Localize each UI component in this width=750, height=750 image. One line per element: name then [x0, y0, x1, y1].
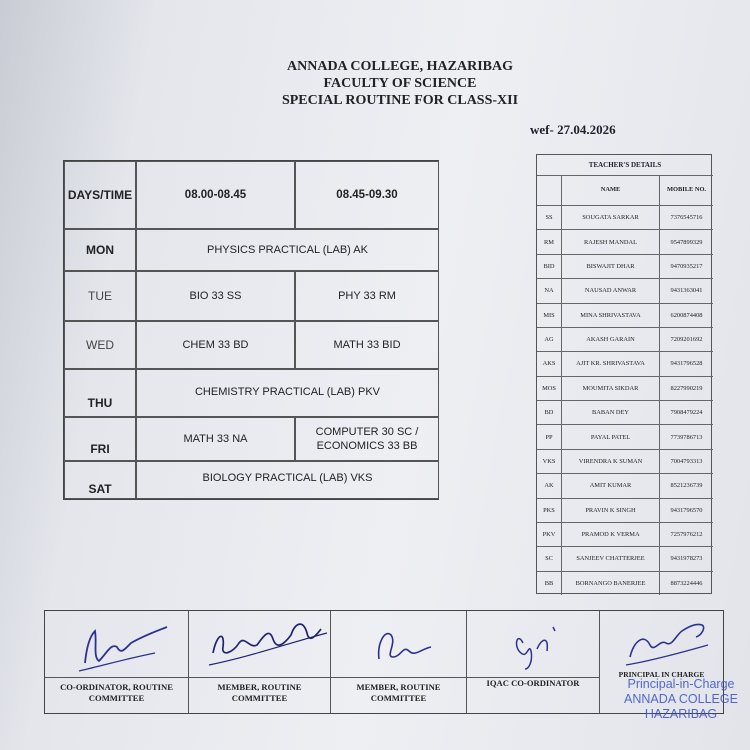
- teacher-code: VKS: [537, 450, 562, 473]
- name-header: NAME: [562, 176, 660, 205]
- signature-member-1: [189, 611, 331, 713]
- teacher-code: SC: [537, 547, 562, 570]
- teacher-name: PAYAL PATEL: [562, 425, 660, 448]
- handwritten-signature-2: [199, 613, 329, 675]
- teacher-mobile: 7004793313: [670, 457, 703, 465]
- signature-label-3: MEMBER, ROUTINE COMMITTEE: [331, 679, 466, 704]
- teacher-name: AKASH GARAIN: [562, 328, 660, 351]
- wed-period-1: CHEM 33 BD: [136, 321, 295, 369]
- teacher-row: [537, 498, 713, 522]
- day-sat: SAT: [64, 461, 136, 499]
- signature-label-1: CO-ORDINATOR, ROUTINE COMMITTEE: [45, 679, 188, 704]
- teacher-row: [537, 424, 713, 448]
- wef-label: wef-: [530, 122, 554, 137]
- teacher-code: BB: [537, 572, 562, 595]
- teacher-name: PRAVIN K SINGH: [562, 499, 660, 522]
- day-fri: FRI: [64, 417, 136, 461]
- teacher-name: RAJESH MANDAL: [562, 230, 660, 253]
- day-thu: THU: [64, 369, 136, 417]
- handwritten-signature-1: [55, 613, 175, 673]
- teacher-mobile: 7257976212: [670, 531, 703, 539]
- teacher-code: BID: [537, 255, 562, 278]
- handwritten-signature-5: [610, 613, 720, 675]
- wef-date: 27.04.2026: [557, 122, 616, 137]
- teacher-mobile: 9431796528: [670, 360, 703, 368]
- teacher-row: [537, 229, 713, 253]
- teacher-mobile: 9431363041: [670, 287, 703, 295]
- signature-label-5: PRINCIPAL IN CHARGE: [618, 670, 705, 679]
- teacher-name: NAUSAD ANWAR: [562, 279, 660, 302]
- teachers-header-row: [537, 175, 713, 205]
- thu-lab: CHEMISTRY PRACTICAL (LAB) PKV: [136, 369, 439, 417]
- teachers-table: [536, 154, 712, 594]
- teacher-code: PKS: [537, 499, 562, 522]
- teacher-name: AJIT KR. SHRIVASTAVA: [562, 352, 660, 375]
- teacher-row: [537, 278, 713, 302]
- teacher-name: MINA SHRIVASTAVA: [562, 304, 660, 327]
- teacher-row: [537, 205, 713, 229]
- sat-lab: BIOLOGY PRACTICAL (LAB) VKS: [136, 461, 439, 499]
- teacher-code: SS: [537, 206, 562, 229]
- time-slot-2: 08.45-09.30: [295, 161, 439, 229]
- teacher-code: RM: [537, 230, 562, 253]
- principal-stamp: Principal-in-Charge ANNADA COLLEGE HAZARIBAG: [624, 677, 738, 721]
- corner-header: DAYS/TIME: [64, 161, 136, 229]
- teacher-mobile: 7908479224: [670, 409, 703, 417]
- handwritten-signature-3: [341, 613, 451, 675]
- teacher-mobile: 8227990219: [670, 384, 703, 392]
- routine-table: [63, 160, 439, 500]
- signature-iqac: [467, 611, 600, 713]
- teacher-row: [537, 449, 713, 473]
- teacher-row: [537, 522, 713, 546]
- teacher-mobile: 9547899329: [670, 238, 703, 246]
- routine-title: SPECIAL ROUTINE FOR CLASS-XII: [281, 93, 519, 108]
- teacher-row: [537, 376, 713, 400]
- teacher-row: [537, 400, 713, 424]
- signature-label-2: MEMBER, ROUTINE COMMITTEE: [189, 679, 330, 704]
- teacher-name: BISWAJIT DHAR: [562, 255, 660, 278]
- teacher-name: VIRENDRA K SUMAN: [562, 450, 660, 473]
- teacher-row: [537, 254, 713, 278]
- wed-period-2: MATH 33 BID: [295, 321, 439, 369]
- day-tue: TUE: [64, 271, 136, 321]
- teacher-code: MIS: [537, 304, 562, 327]
- teacher-code: PP: [537, 425, 562, 448]
- handwritten-signature-4: [477, 613, 587, 675]
- teacher-name: MOUMITA SIKDAR: [562, 377, 660, 400]
- day-wed: WED: [64, 321, 136, 369]
- teacher-mobile: 9470935217: [670, 262, 703, 270]
- teacher-mobile: 7739786713: [670, 433, 703, 441]
- faculty-name: FACULTY OF SCIENCE: [323, 76, 477, 91]
- teacher-mobile: 8873224446: [670, 579, 703, 587]
- tue-period-1: BIO 33 SS: [136, 271, 295, 321]
- teacher-mobile: 6200874408: [670, 311, 703, 319]
- teacher-code: MOS: [537, 377, 562, 400]
- teacher-row: [537, 303, 713, 327]
- teacher-code: AG: [537, 328, 562, 351]
- teacher-code: NA: [537, 279, 562, 302]
- teacher-mobile: 8521236739: [670, 482, 703, 490]
- teacher-mobile: 7209201692: [670, 336, 703, 344]
- document-header: [230, 58, 570, 109]
- mon-lab: PHYSICS PRACTICAL (LAB) AK: [136, 229, 439, 271]
- signature-coordinator: [45, 611, 189, 713]
- teacher-name: BABAN DEY: [562, 401, 660, 424]
- tue-period-2: PHY 33 RM: [295, 271, 439, 321]
- day-mon: MON: [64, 229, 136, 271]
- teacher-row: [537, 351, 713, 375]
- signature-label-4: IQAC CO-ORDINATOR: [467, 679, 599, 689]
- effective-date: [530, 122, 616, 138]
- teacher-mobile: 9431978273: [670, 555, 703, 563]
- teacher-row: [537, 571, 713, 595]
- teacher-name: AMIT KUMAR: [562, 474, 660, 497]
- fri-period-2: COMPUTER 30 SC / ECONOMICS 33 BB: [295, 417, 439, 461]
- college-name: ANNADA COLLEGE, HAZARIBAG: [287, 59, 513, 74]
- teacher-row: [537, 473, 713, 497]
- teacher-row: [537, 546, 713, 570]
- teacher-mobile: 7376545716: [670, 214, 703, 222]
- teacher-code: AKS: [537, 352, 562, 375]
- teacher-name: BORNANGO BANERJEE: [562, 572, 660, 595]
- teacher-code: AK: [537, 474, 562, 497]
- signature-member-2: [331, 611, 467, 713]
- code-header: [537, 176, 562, 205]
- teacher-name: SOUGATA SARKAR: [562, 206, 660, 229]
- teacher-row: [537, 327, 713, 351]
- mobile-header: MOBILE NO.: [666, 186, 707, 193]
- teachers-title: TEACHER'S DETAILS: [588, 161, 662, 169]
- time-slot-1: 08.00-08.45: [136, 161, 295, 229]
- teacher-name: PRAMOD K VERMA: [562, 523, 660, 546]
- teacher-code: BD: [537, 401, 562, 424]
- fri-period-1: MATH 33 NA: [136, 417, 295, 461]
- teacher-code: PKV: [537, 523, 562, 546]
- teacher-mobile: 9431796570: [670, 506, 703, 514]
- teacher-name: SANJEEV CHATTERJEE: [562, 547, 660, 570]
